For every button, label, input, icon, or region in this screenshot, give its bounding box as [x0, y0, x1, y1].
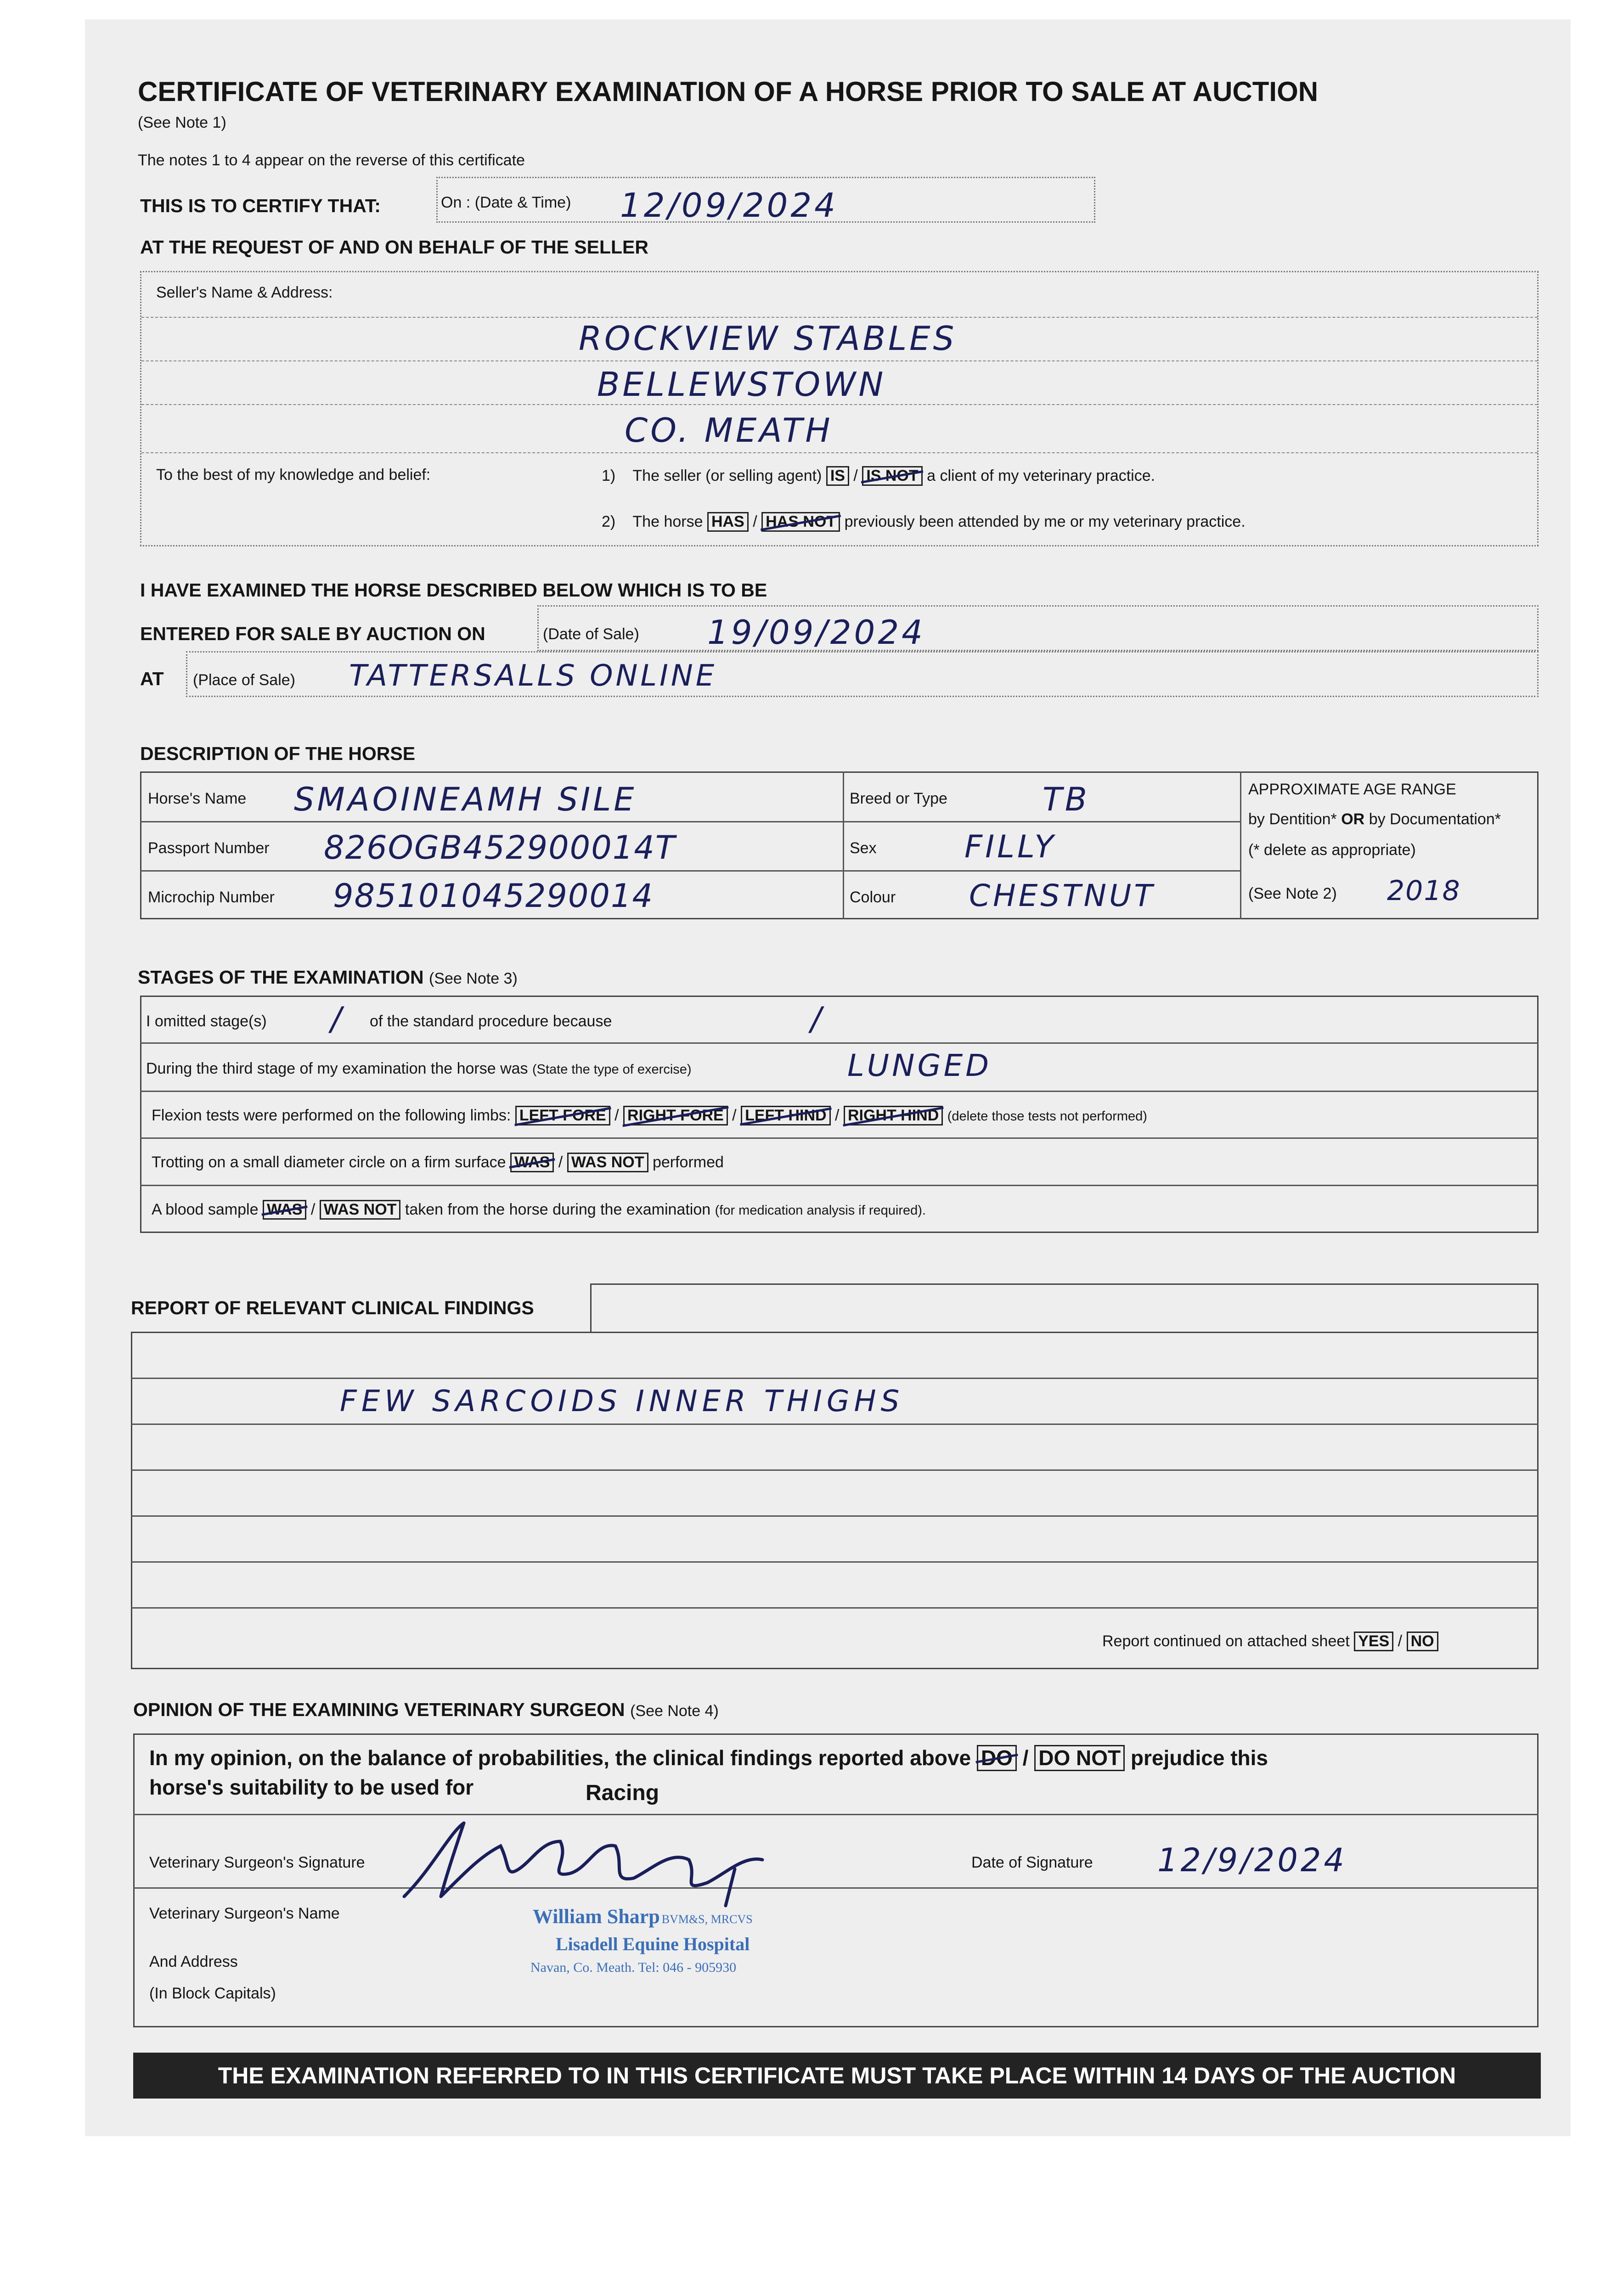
- breed-label: Breed or Type: [850, 790, 947, 807]
- seller-box: [140, 271, 1539, 546]
- item-2-number: 2): [602, 513, 616, 530]
- stamp-practice: Lisadell Equine Hospital: [556, 1934, 750, 1954]
- item-2-text: The horse: [632, 513, 703, 530]
- report-heading-box: [590, 1283, 1539, 1333]
- third-stage-value: LUNGED: [847, 1048, 992, 1083]
- column-divider: [843, 771, 844, 919]
- opinion-do-not-option: DO NOT: [1034, 1745, 1125, 1771]
- at-label: AT: [140, 668, 164, 689]
- examined-heading: I HAVE EXAMINED THE HORSE DESCRIBED BELOW WHICH IS TO BE: [140, 580, 767, 601]
- report-heading: REPORT OF RELEVANT CLINICAL FINDINGS: [131, 1297, 534, 1318]
- certificate-title: CERTIFICATE OF VETERINARY EXAMINATION OF A HORSE PRIOR TO SALE AT AUCTION: [138, 76, 1319, 107]
- flexion-label: Flexion tests were performed on the following limbs:: [152, 1107, 511, 1124]
- vet-stamp: [533, 1905, 753, 1928]
- age-heading: APPROXIMATE AGE RANGE: [1248, 781, 1456, 798]
- report-line: [131, 1378, 1539, 1379]
- microchip-value: 985101045290014: [333, 877, 654, 915]
- colour-label: Colour: [850, 889, 896, 906]
- third-stage-note: (State the type of exercise): [532, 1062, 692, 1077]
- row-divider: [140, 1137, 1539, 1139]
- trotting-tail: performed: [652, 1154, 724, 1171]
- opinion-text-a: In my opinion, on the balance of probabilities, the clinical findings reported above: [149, 1746, 971, 1770]
- opinion-heading: [133, 1699, 719, 1721]
- row-divider: [140, 1042, 1539, 1044]
- blood-row: A blood sample WAS / WAS NOT taken from the horse during the examination (for medication analysis if required).: [152, 1200, 926, 1220]
- report-continued-no: NO: [1407, 1632, 1438, 1651]
- horse-has-option: HAS: [707, 512, 749, 532]
- flexion-right-fore: RIGHT FORE: [623, 1106, 728, 1125]
- omitted-stage-mark: /: [331, 1000, 344, 1038]
- sale-place-value: TATTERSALLS ONLINE: [349, 659, 717, 693]
- seller-name: ROCKVIEW STABLES: [579, 319, 957, 358]
- description-heading: DESCRIPTION OF THE HORSE: [140, 743, 416, 764]
- age-by-documentation: by Documentation*: [1369, 810, 1501, 828]
- breed-value: TB: [1043, 781, 1090, 818]
- knowledge-item-1: [602, 466, 1155, 486]
- report-line: [131, 1607, 1539, 1609]
- sale-date-value: 19/09/2024: [707, 613, 925, 652]
- report-line: [131, 1561, 1539, 1563]
- knowledge-item-2: [602, 512, 1246, 532]
- passport-value: 826OGB452900014T: [324, 829, 676, 867]
- certify-date-value: 12/09/2024: [620, 186, 838, 225]
- opinion-do-option: DO: [977, 1745, 1017, 1771]
- item-1-number: 1): [602, 467, 616, 484]
- row-divider: [140, 1185, 1539, 1186]
- colour-value: CHESTNUT: [969, 878, 1155, 913]
- entered-label: ENTERED FOR SALE BY AUCTION ON: [140, 623, 485, 644]
- horse-name-value: SMAOINEAMH SILE: [294, 781, 637, 818]
- request-heading: AT THE REQUEST OF AND ON BEHALF OF THE SELLER: [140, 236, 648, 258]
- trotting-was-not-option: WAS NOT: [567, 1153, 648, 1172]
- sex-label: Sex: [850, 839, 877, 857]
- date-of-signature-value: 12/9/2024: [1157, 1841, 1347, 1879]
- report-line: [131, 1469, 1539, 1471]
- report-continued-label: Report continued on attached sheet: [1102, 1632, 1350, 1650]
- flexion-delete-note: (delete those tests not performed): [947, 1109, 1147, 1124]
- seller-rule: [141, 360, 1538, 361]
- row-divider: [140, 870, 1241, 872]
- third-stage-label: During the third stage of my examination the horse was: [146, 1060, 528, 1077]
- age-delete-note: (* delete as appropriate): [1248, 841, 1416, 859]
- blood-was-not-option: WAS NOT: [320, 1200, 401, 1220]
- age-method-line: [1248, 810, 1501, 828]
- trotting-was-option: WAS: [510, 1153, 554, 1172]
- omitted-label: I omitted stage(s): [146, 1013, 267, 1030]
- see-note-1: (See Note 1): [138, 114, 226, 131]
- flexion-left-fore: LEFT FORE: [515, 1106, 610, 1125]
- stages-heading-note: (See Note 3): [429, 970, 518, 987]
- flexion-left-hind: LEFT HIND: [741, 1106, 831, 1125]
- report-continued-row: Report continued on attached sheet YES / NO: [1102, 1632, 1438, 1651]
- sale-date-box: [537, 605, 1539, 651]
- row-divider: [140, 821, 1241, 822]
- flexion-right-hind: RIGHT HIND: [844, 1106, 943, 1125]
- report-line: [131, 1515, 1539, 1517]
- signature-scribble: [395, 1814, 854, 1910]
- signature-label: Veterinary Surgeon's Signature: [149, 1854, 365, 1871]
- seller-rule: [141, 404, 1538, 405]
- opinion-heading-text: OPINION OF THE EXAMINING VETERINARY SURGEON: [133, 1699, 625, 1720]
- report-line: [131, 1424, 1539, 1425]
- notes-line: The notes 1 to 4 appear on the reverse of this certificate: [138, 152, 525, 169]
- blood-tail: taken from the horse during the examination: [405, 1201, 711, 1218]
- blood-was-option: WAS: [263, 1200, 306, 1220]
- report-continued-yes: YES: [1354, 1632, 1393, 1651]
- flexion-row: Flexion tests were performed on the following limbs: LEFT FORE / RIGHT FORE / LEFT HIND / RIGHT HIND (delete those tests not performed): [152, 1106, 1147, 1125]
- age-see-note-2: (See Note 2): [1248, 885, 1337, 902]
- vet-name-label: Veterinary Surgeon's Name: [149, 1905, 340, 1922]
- seller-address-2: CO. MEATH: [625, 411, 833, 450]
- blood-note: (for medication analysis if required).: [715, 1203, 926, 1218]
- stamp-name: William Sharp: [533, 1905, 660, 1928]
- age-by-dentition: by Dentition*: [1248, 810, 1337, 828]
- sex-value: FILLY: [964, 829, 1056, 865]
- slash: /: [853, 467, 858, 484]
- item-1-text: The seller (or selling agent): [632, 467, 822, 484]
- seller-label: Seller's Name & Address:: [156, 284, 333, 301]
- seller-rule: [141, 317, 1538, 318]
- certify-on-label: On : (Date & Time): [441, 194, 571, 211]
- certify-label: THIS IS TO CERTIFY THAT:: [140, 195, 381, 216]
- age-or: OR: [1341, 810, 1365, 828]
- report-box: [131, 1332, 1539, 1669]
- seller-is-not-option: IS NOT: [862, 466, 922, 486]
- trotting-row: Trotting on a small diameter circle on a firm surface WAS / WAS NOT performed: [152, 1153, 724, 1172]
- opinion-text-b: prejudice this: [1130, 1746, 1268, 1770]
- horse-name-label: Horse's Name: [148, 790, 247, 807]
- trotting-label: Trotting on a small diameter circle on a firm surface: [152, 1154, 506, 1171]
- column-divider: [1240, 771, 1241, 919]
- vet-address-label: And Address: [149, 1953, 238, 1970]
- sale-place-label: (Place of Sale): [193, 671, 295, 689]
- stages-heading-text: STAGES OF THE EXAMINATION: [138, 967, 424, 988]
- slash: /: [753, 513, 757, 530]
- microchip-label: Microchip Number: [148, 889, 275, 906]
- date-of-signature-label: Date of Signature: [971, 1854, 1093, 1871]
- item-1-tail: a client of my veterinary practice.: [927, 467, 1155, 484]
- opinion-text-c: horse's suitability to be used for: [149, 1775, 474, 1799]
- blood-label: A blood sample: [152, 1201, 259, 1218]
- block-capitals-note: (In Block Capitals): [149, 1985, 276, 2002]
- omitted-reason-mark: /: [811, 1000, 824, 1038]
- opinion-use-value: Racing: [586, 1781, 659, 1805]
- seller-rule: [141, 452, 1538, 453]
- stamp-address: Navan, Co. Meath. Tel: 046 - 905930: [530, 1960, 737, 1975]
- passport-label: Passport Number: [148, 839, 270, 857]
- horse-has-not-option: HAS NOT: [761, 512, 840, 532]
- opinion-line-1: In my opinion, on the balance of probabilities, the clinical findings reported above DO / DO NOT prejudice this: [149, 1745, 1268, 1771]
- knowledge-label: To the best of my knowledge and belief:: [156, 466, 431, 484]
- sale-date-label: (Date of Sale): [543, 625, 639, 643]
- age-value: 2018: [1387, 875, 1461, 907]
- omitted-reason-label: of the standard procedure because: [370, 1013, 612, 1030]
- third-stage-row: [146, 1060, 692, 1078]
- stamp-qualifications: BVM&S, MRCVS: [661, 1913, 753, 1926]
- seller-is-option: IS: [826, 466, 849, 486]
- report-finding: FEW SARCOIDS INNER THIGHS: [340, 1384, 904, 1418]
- footer-banner: THE EXAMINATION REFERRED TO IN THIS CERTIFICATE MUST TAKE PLACE WITHIN 14 DAYS OF THE AUCTION: [133, 2053, 1541, 2099]
- row-divider: [140, 1091, 1539, 1092]
- opinion-heading-note: (See Note 4): [630, 1702, 719, 1720]
- item-2-tail: previously been attended by me or my veterinary practice.: [844, 513, 1246, 530]
- seller-address-1: BELLEWSTOWN: [597, 365, 886, 404]
- stages-heading: [138, 967, 518, 988]
